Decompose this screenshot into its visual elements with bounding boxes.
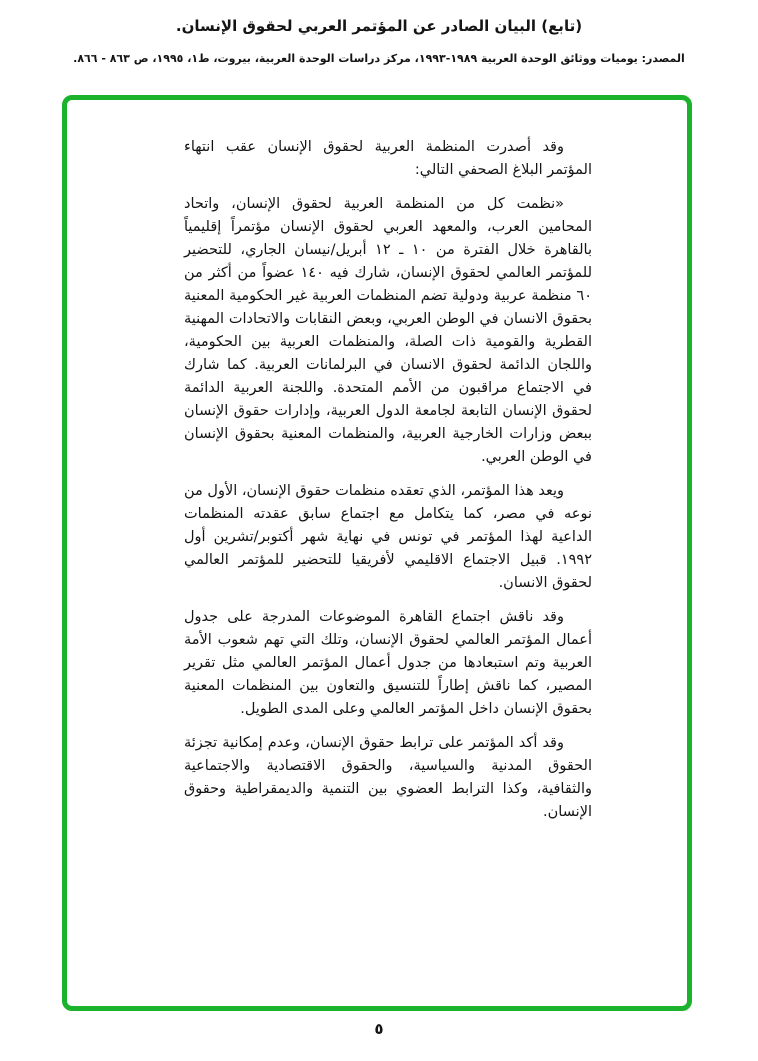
body-text-column xyxy=(184,136,592,824)
paragraph-conclusion: وقد أكد المؤتمر على ترابط حقوق الإنسان، وعدم إمكانية تجزئة الحقوق المدنية والسياسية، والحقوق الاقتصادية والاجتماعية والثقافية، وكذا الترابط العضوي بين التنمية والديمقراطية وحقوق الإنسان. xyxy=(184,735,592,820)
page-number: ٥ xyxy=(374,1020,384,1038)
paragraph-press-release: «نظمت كل من المنظمة العربية لحقوق الإنسان، واتحاد المحامين العرب، والمعهد العربي لحقوق الإنسان مؤتمراً إقليمياً بالقاهرة خلال الفترة من ١٠ ـ ١٢ أبريل/نيسان الجاري، للتحضير للمؤتمر العالمي لحقوق الإنسان، شارك فيه ١٤٠ عضواً من أكثر من ٦٠ منظمة عربية ودولية تضم المنظمات العربية غير الحكومية المعنية بحقوق الانسان في الوطن العربي، وبعض النقابات والاتحادات المهنية القطرية والقومية ذات الصلة، والمنظمات العربية بين الحكومية، واللجان الدائمة لحقوق الانسان في البرلمانات العربية. كما شارك في الاجتماع مراقبون من الأمم المتحدة. واللجنة العربية الدائمة لحقوق الإنسان التابعة لجامعة الدول العربية، وإدارات حقوق الإنسان ببعض وزارات الخارجية العربية، والمنظمات المعنية بحقوق الإنسان في الوطن العربي. xyxy=(184,196,593,465)
document-title: (تابع) البيان الصادر عن المؤتمر العربي لحقوق الإنسان. xyxy=(175,17,583,35)
source-citation: المصدر: يوميات ووثائق الوحدة العربية ١٩٨٩-١٩٩٣، مركز دراسات الوحدة العربية، بيروت، ط١، ١٩٩٥، ص ٨٦٣ - ٨٦٦. xyxy=(73,52,685,65)
paragraph-agenda-discussion: وقد ناقش اجتماع القاهرة الموضوعات المدرجة على جدول أعمال المؤتمر العالمي لحقوق الإنسان، وتلك التي تهم شعوب الأمة العربية وتم استبعادها من جدول أعمال المؤتمر العالمي مثل تقرير المصير، كما ناقش إطاراً للتنسيق والتعاون بين المنظمات المعنية بحقوق الإنسان داخل المؤتمر العالمي وعلى المدى الطويل. xyxy=(184,609,592,717)
paragraph-conference-context: ويعد هذا المؤتمر، الذي تعقده منظمات حقوق الإنسان، الأول من نوعه في مصر، كما يتكامل مع اجتماع سابق عقدته المنظمات الداعية لهذا المؤتمر في تونس في نهاية شهر أكتوبر/تشرين أول ١٩٩٢. قبيل الاجتماع الاقليمي لأفريقيا للتحضير للمؤتمر العالمي لحقوق الانسان. xyxy=(184,483,592,591)
paragraph-intro: وقد أصدرت المنظمة العربية لحقوق الإنسان عقب انتهاء المؤتمر البلاغ الصحفي التالي: xyxy=(184,139,592,178)
